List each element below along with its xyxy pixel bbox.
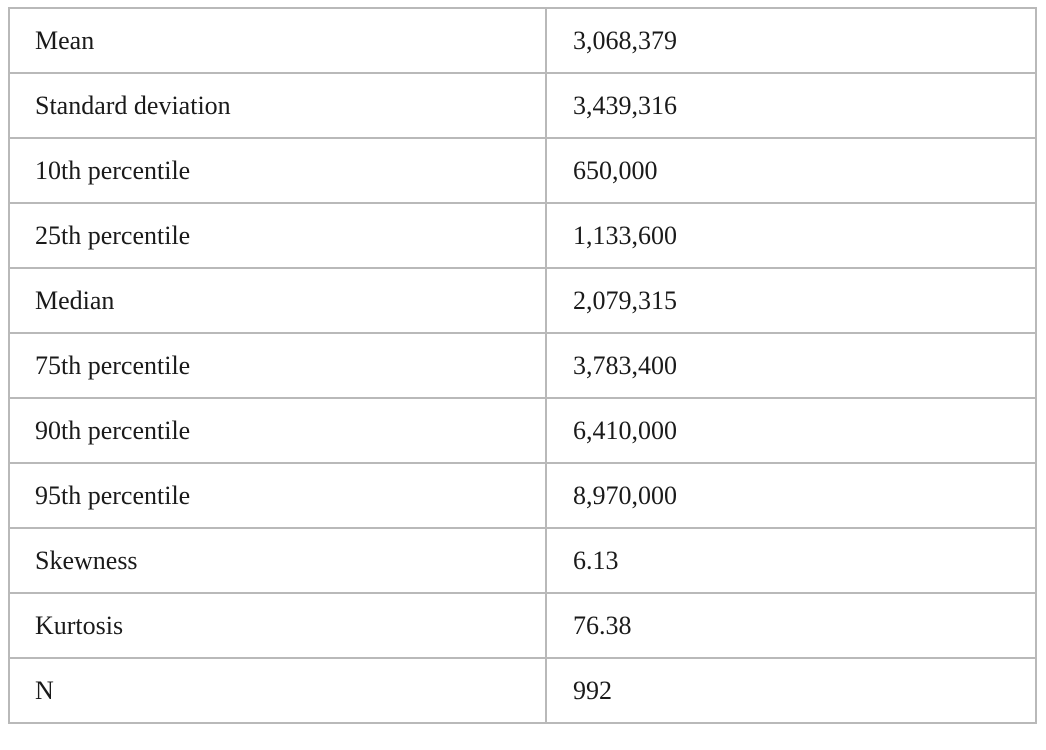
stat-value: 2,079,315 — [546, 268, 1036, 333]
table-row — [9, 138, 1036, 203]
stat-label: Median — [9, 268, 546, 333]
stat-label: Mean — [9, 8, 546, 73]
stat-value: 3,068,379 — [546, 8, 1036, 73]
stat-value: 6,410,000 — [546, 398, 1036, 463]
table-row — [9, 203, 1036, 268]
stat-label: N — [9, 658, 546, 723]
stat-label: 10th percentile — [9, 138, 546, 203]
stat-value: 76.38 — [546, 593, 1036, 658]
statistics-table — [8, 7, 1037, 724]
table-row — [9, 463, 1036, 528]
stat-label: Standard deviation — [9, 73, 546, 138]
stat-label: 95th percentile — [9, 463, 546, 528]
table-row — [9, 593, 1036, 658]
stat-label: Kurtosis — [9, 593, 546, 658]
stat-value: 650,000 — [546, 138, 1036, 203]
table-row — [9, 8, 1036, 73]
stat-value: 6.13 — [546, 528, 1036, 593]
table-row — [9, 658, 1036, 723]
table-row — [9, 268, 1036, 333]
stat-value: 3,439,316 — [546, 73, 1036, 138]
stat-value: 992 — [546, 658, 1036, 723]
stat-label: Skewness — [9, 528, 546, 593]
table-row — [9, 398, 1036, 463]
stat-label: 75th percentile — [9, 333, 546, 398]
stat-value: 3,783,400 — [546, 333, 1036, 398]
stat-label: 90th percentile — [9, 398, 546, 463]
table-row — [9, 528, 1036, 593]
table-row — [9, 333, 1036, 398]
stat-value: 1,133,600 — [546, 203, 1036, 268]
statistics-table-body — [9, 8, 1036, 723]
stat-label: 25th percentile — [9, 203, 546, 268]
table-row — [9, 73, 1036, 138]
stat-value: 8,970,000 — [546, 463, 1036, 528]
